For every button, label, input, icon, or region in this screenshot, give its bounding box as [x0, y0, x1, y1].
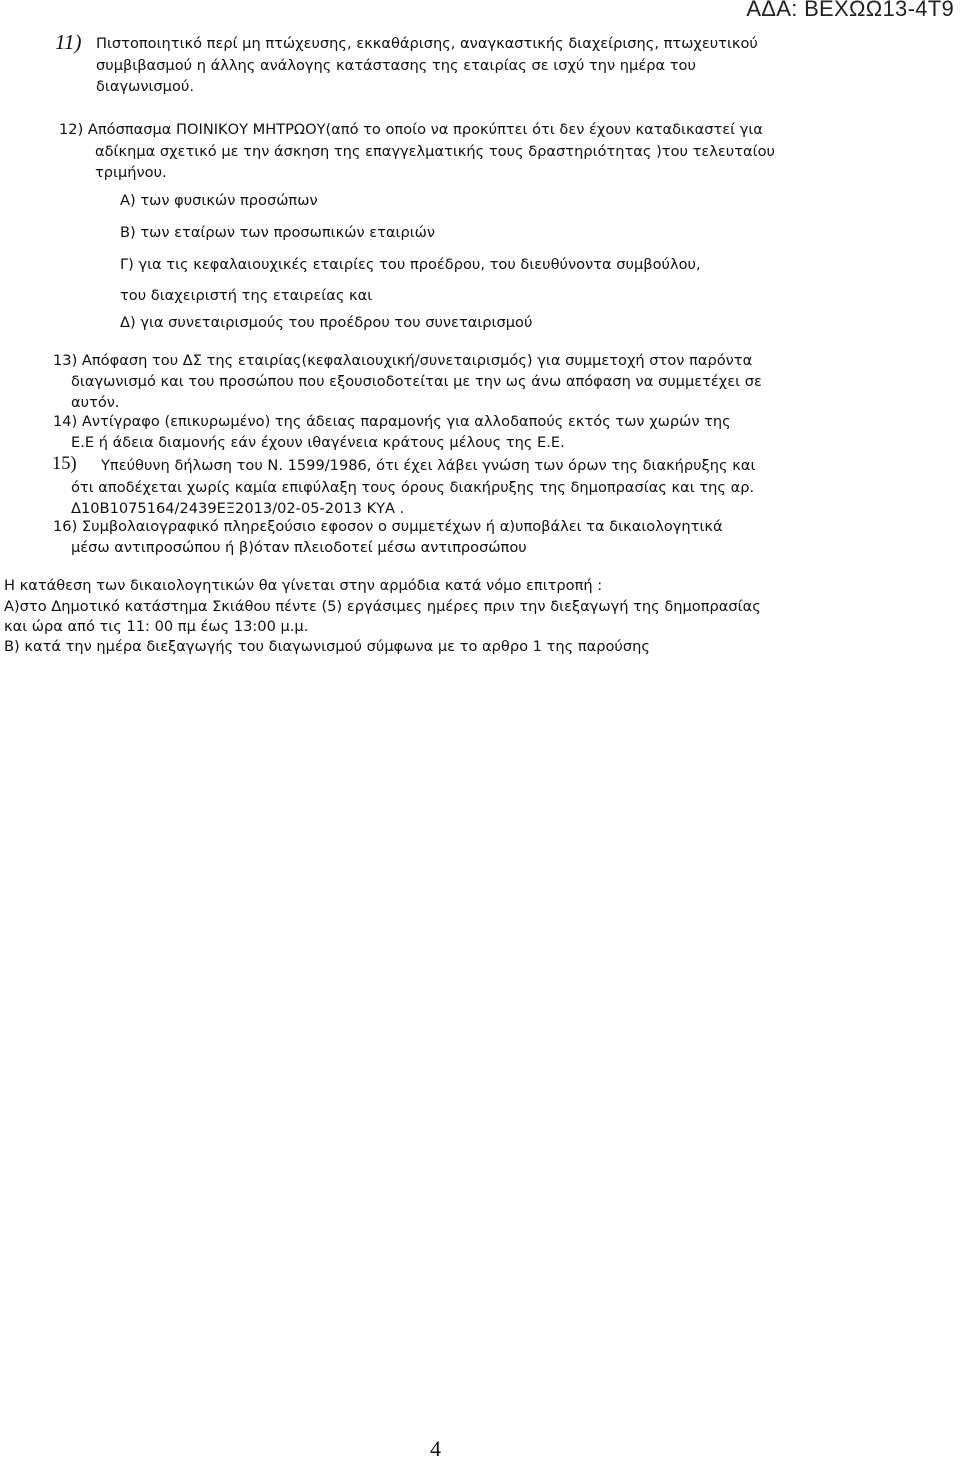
submission-line: Β) κατά την ημέρα διεξαγωγής του διαγωνισμού σύμφωνα με το αρθρο 1 της παρούσης — [4, 638, 650, 655]
item-15-number: 15) — [52, 454, 77, 474]
item-11-line: διαγωνισμού. — [96, 78, 194, 95]
page-number: 4 — [430, 1436, 441, 1461]
item-12-line: αδίκημα σχετικό με την άσκηση της επαγγελματικής τους δραστηριότητας )του τελευταίου — [95, 143, 775, 160]
item-15-line: Δ10Β1075164/2439ΕΞ2013/02-05-2013 ΚΥΑ . — [71, 500, 405, 517]
item-12-subitem: του διαχειριστή της εταιρείας και — [120, 287, 373, 304]
item-13-line: 13) Απόφαση του ΔΣ της εταιρίας(κεφαλαιουχική/συνεταιρισμός) για συμμετοχή στον παρόντα — [53, 352, 753, 369]
item-14-line: Ε.Ε ή άδεια διαμονής εάν έχουν ιθαγένεια κράτους μέλους της Ε.Ε. — [71, 434, 565, 451]
ada-code: ΑΔΑ: ΒΕΧΩΩ13-4Τ9 — [746, 0, 954, 21]
item-12-subitem: Α) των φυσικών προσώπων — [120, 192, 318, 209]
submission-line: Α)στο Δημοτικό κατάστημα Σκιάθου πέντε (5) εργάσιμες ημέρες πριν την διεξαγωγή της δημοπρασίας — [4, 598, 761, 615]
item-16-line: μέσω αντιπροσώπου ή β)όταν πλειοδοτεί μέσω αντιπροσώπου — [71, 539, 527, 556]
item-13-line: αυτόν. — [71, 394, 120, 411]
item-12-subitem: Β) των εταίρων των προσωπικών εταιριών — [120, 224, 436, 241]
item-14-line: 14) Αντίγραφο (επικυρωμένο) της άδειας παραμονής για αλλοδαπούς εκτός των χωρών της — [53, 413, 731, 430]
item-12-line: 12) Απόσπασμα ΠΟΙΝΙΚΟΥ ΜΗΤΡΩΟΥ(από το οποίο να προκύπτει ότι δεν έχουν καταδικαστεί για — [59, 121, 763, 138]
item-11-line: Πιστοποιητικό περί μη πτώχευσης, εκκαθάρισης, αναγκαστικής διαχείρισης, πτωχευτικού — [96, 35, 758, 52]
item-15-line: Υπεύθυνη δήλωση του Ν. 1599/1986, ότι έχει λάβει γνώση των όρων της διακήρυξης και — [101, 457, 756, 474]
item-12-subitem: Γ) για τις κεφαλαιουχικές εταιρίες του προέδρου, του διευθύνοντα συμβούλου, — [120, 256, 701, 273]
item-13-line: διαγωνισμό και του προσώπου που εξουσιοδοτείται με την ως άνω απόφαση να συμμετέχει σε — [71, 373, 762, 390]
item-11-number: 11) — [55, 30, 82, 54]
item-12-line: τριμήνου. — [95, 164, 167, 181]
submission-line: και ώρα από τις 11: 00 πμ έως 13:00 μ.μ. — [4, 618, 309, 635]
item-16-line: 16) Συμβολαιογραφικό πληρεξούσιο εφοσον ο συμμετέχων ή α)υποβάλει τα δικαιολογητικά — [53, 518, 723, 535]
submission-line: Η κατάθεση των δικαιολογητικών θα γίνεται στην αρμόδια κατά νόμο επιτροπή : — [4, 577, 603, 594]
item-11-line: συμβιβασμού η άλλης ανάλογης κατάστασης της εταιρίας σε ισχύ την ημέρα του — [96, 57, 696, 74]
item-15-line: ότι αποδέχεται χωρίς καμία επιφύλαξη τους όρους διακήρυξης της δημοπρασίας και της αρ. — [71, 479, 755, 496]
item-12-subitem: Δ) για συνεταιρισμούς του προέδρου του συνεταιρισμού — [120, 314, 533, 331]
